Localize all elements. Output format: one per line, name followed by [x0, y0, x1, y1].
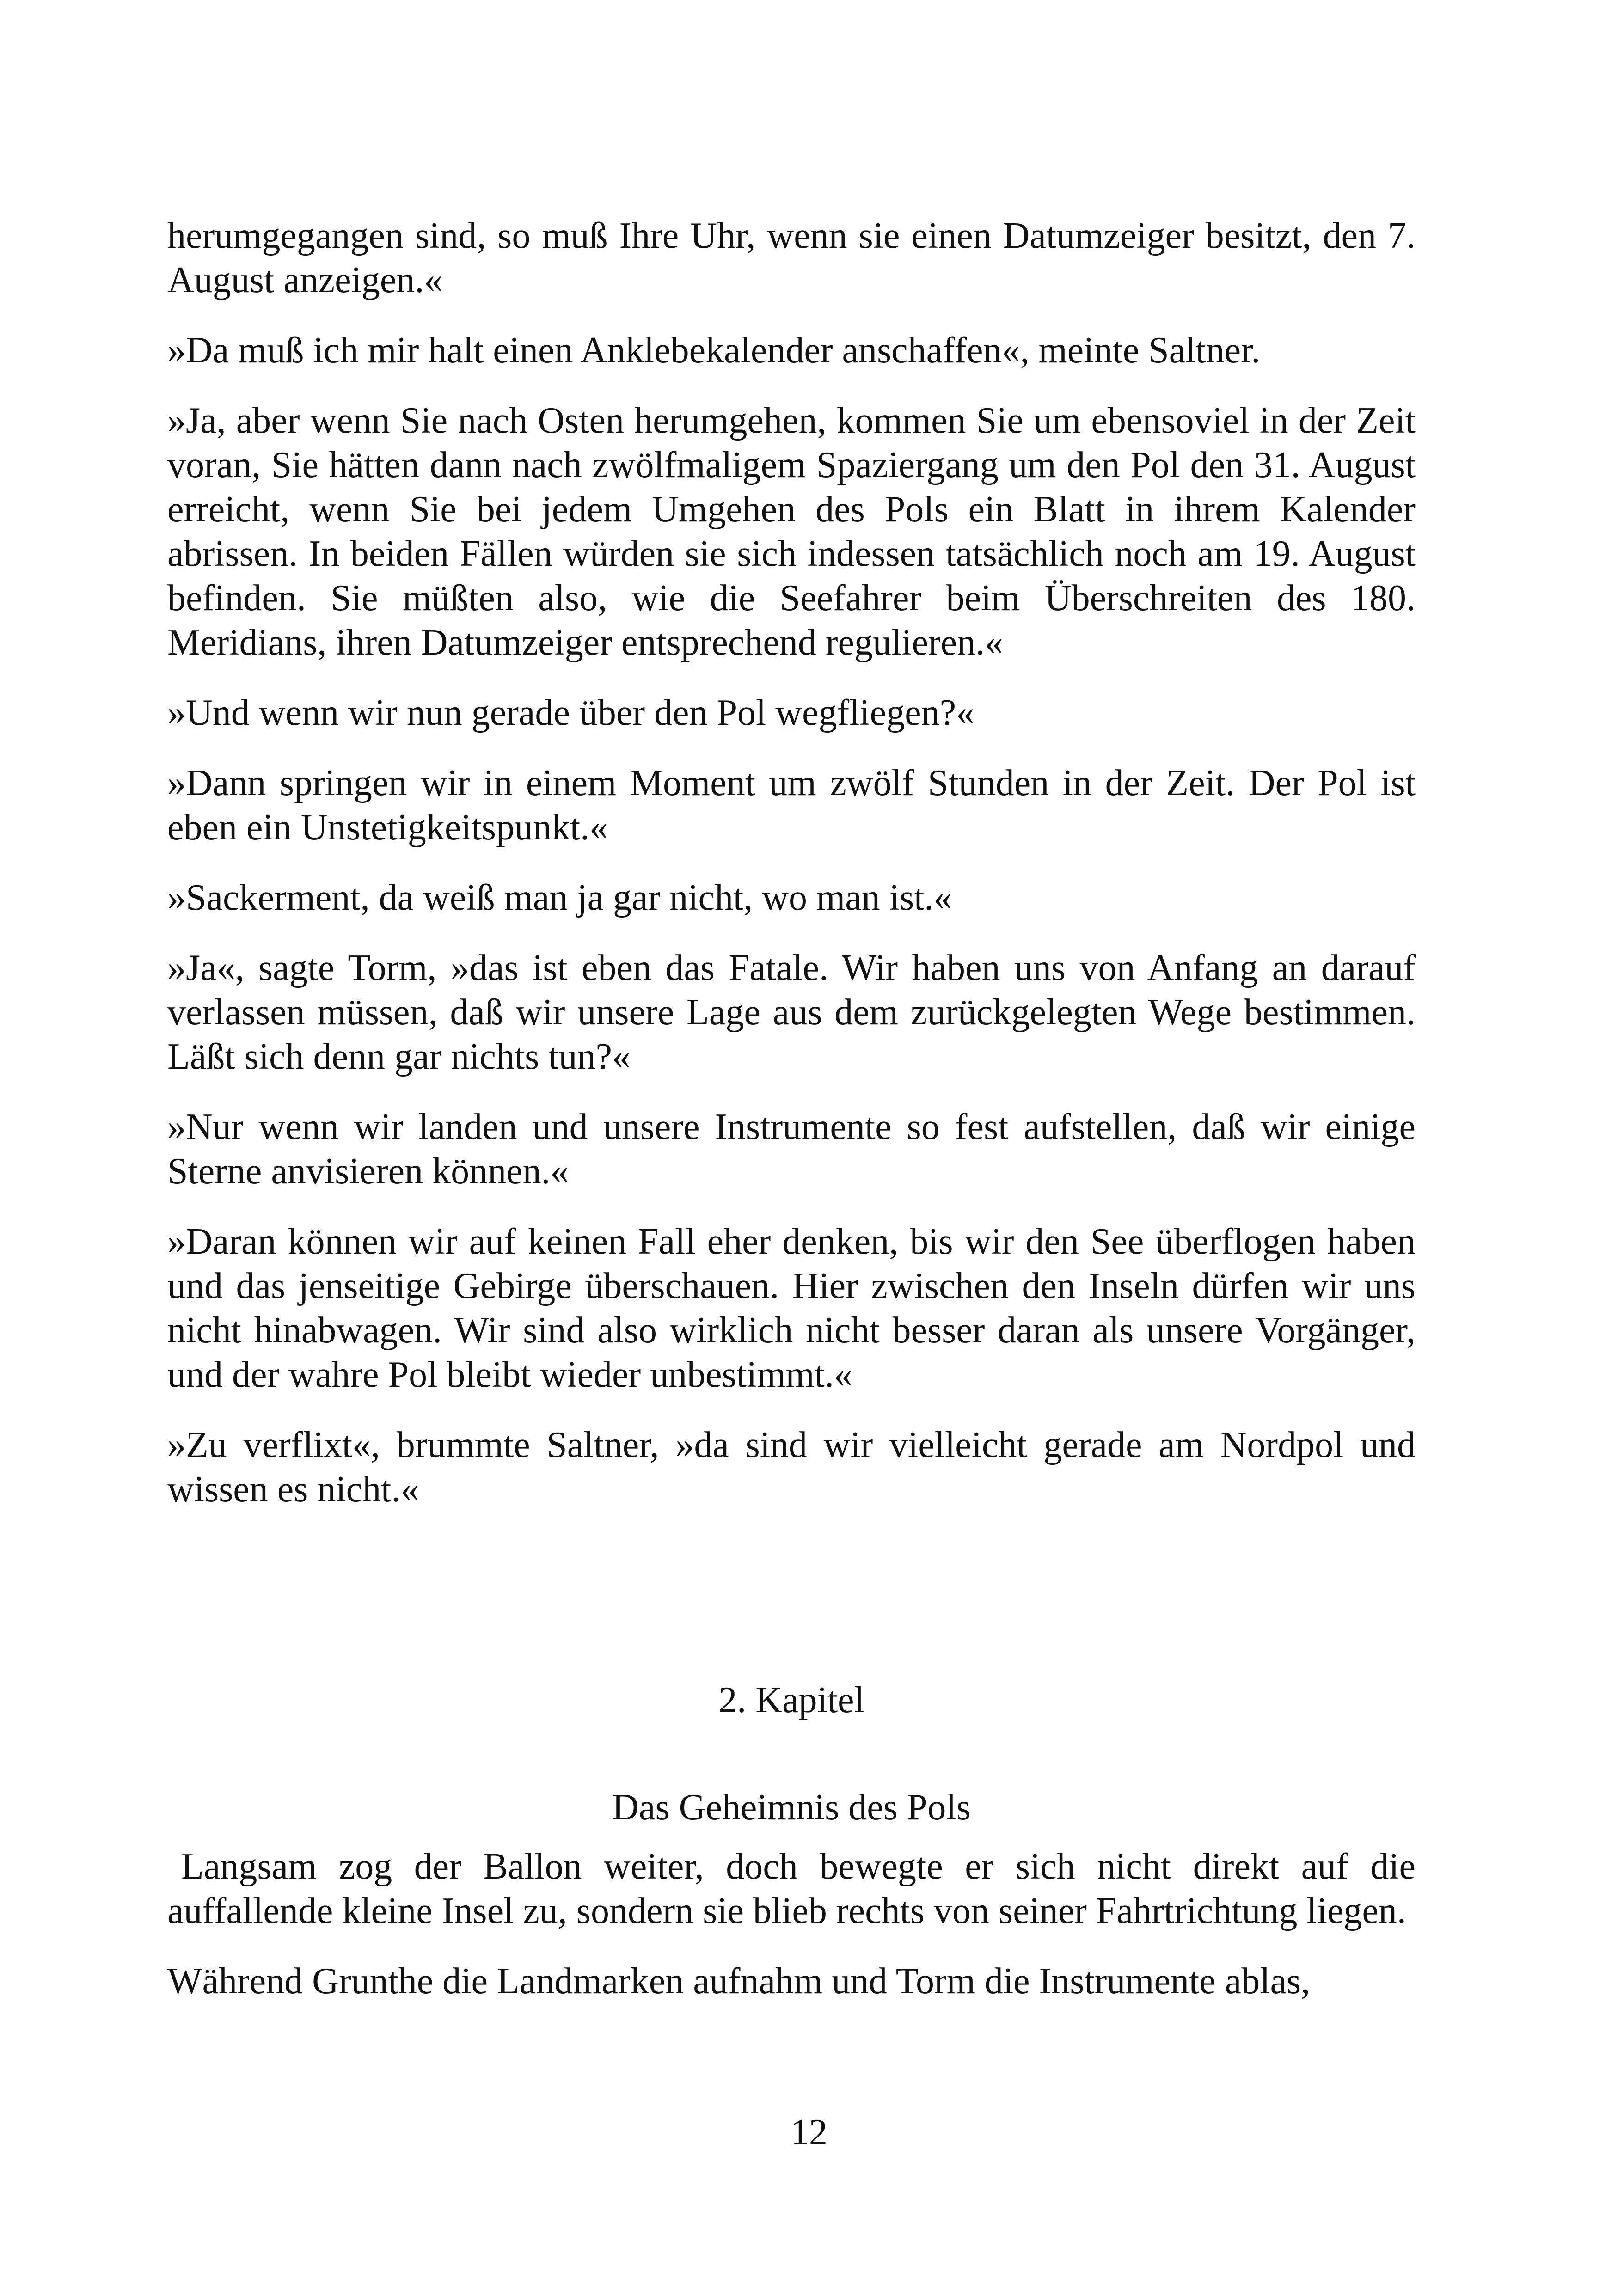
text-section-before-chapter [167, 214, 1416, 1537]
paragraph-dialogue: »Daran können wir auf keinen Fall eher denken, bis wir den See überflogen haben und das jenseitige Gebirge überschauen. Hier zwischen den Inseln dürfen wir uns nicht hinabwagen. Wir sind also wirklich nicht besser daran als unsere Vorgänger, und der wahre Pol bleibt wieder unbestimmt.« [167, 1221, 1416, 1395]
paragraph-dialogue: »Ja, aber wenn Sie nach Osten herumgehen, kommen Sie um ebensoviel in der Zeit voran, Sie hätten dann nach zwölfmaligem Spaziergang um den Pol den 31. August erreicht, wenn Sie bei jedem Umgehen des Pols ein Blatt in ihrem Kalender abrissen. In beiden Fällen würden sie sich indessen tatsächlich noch am 19. August befinden. Sie müßten also, wie die Seefahrer beim Überschreiten des 180. Meridians, ihren Datumzeiger entsprechend regulieren.« [167, 400, 1416, 663]
paragraph-dialogue: »Nur wenn wir landen und unsere Instrumente so fest aufstellen, daß wir einige Sterne anvisieren können.« [167, 1107, 1416, 1192]
paragraph-narration: Langsam zog der Ballon weiter, doch bewegte er sich nicht direkt auf die auffallende kleine Insel zu, sondern sie blieb rechts von seiner Fahrtrichtung liegen. [167, 1846, 1416, 1931]
chapter-title: Das Geheimnis des Pols [612, 1787, 971, 1828]
page-number: 12 [791, 2112, 827, 2153]
paragraph-narration: Während Grunthe die Landmarken aufnahm und Torm die Instrumente ablas, [167, 1961, 1311, 2002]
paragraph-dialogue: »Dann springen wir in einem Moment um zwölf Stunden in der Zeit. Der Pol ist eben ein Unstetigkeitspunkt.« [167, 763, 1416, 848]
text-section-chapter-start [167, 1844, 1416, 2029]
paragraph-dialogue: »Da muß ich mir halt einen Anklebekalender anschaffen«, meinte Saltner. [167, 330, 1261, 371]
paragraph-dialogue: »Ja«, sagte Torm, »das ist eben das Fatale. Wir haben uns von Anfang an darauf verlassen müssen, daß wir unsere Lage aus dem zurückgelegten Wege bestimmen. Läßt sich denn gar nichts tun?« [167, 948, 1416, 1077]
chapter-number: 2. Kapitel [718, 1680, 864, 1720]
paragraph-continuation: herumgegangen sind, so muß Ihre Uhr, wenn sie einen Datumzeiger besitzt, den 7. August anzeigen.« [167, 215, 1416, 300]
paragraph-dialogue: »Und wenn wir nun gerade über den Pol wegfliegen?« [167, 692, 975, 733]
paragraph-dialogue: »Zu verflixt«, brummte Saltner, »da sind wir vielleicht gerade am Nordpol und wissen es nicht.« [167, 1425, 1416, 1510]
paragraph-dialogue: »Sackerment, da weiß man ja gar nicht, wo man ist.« [167, 877, 952, 918]
